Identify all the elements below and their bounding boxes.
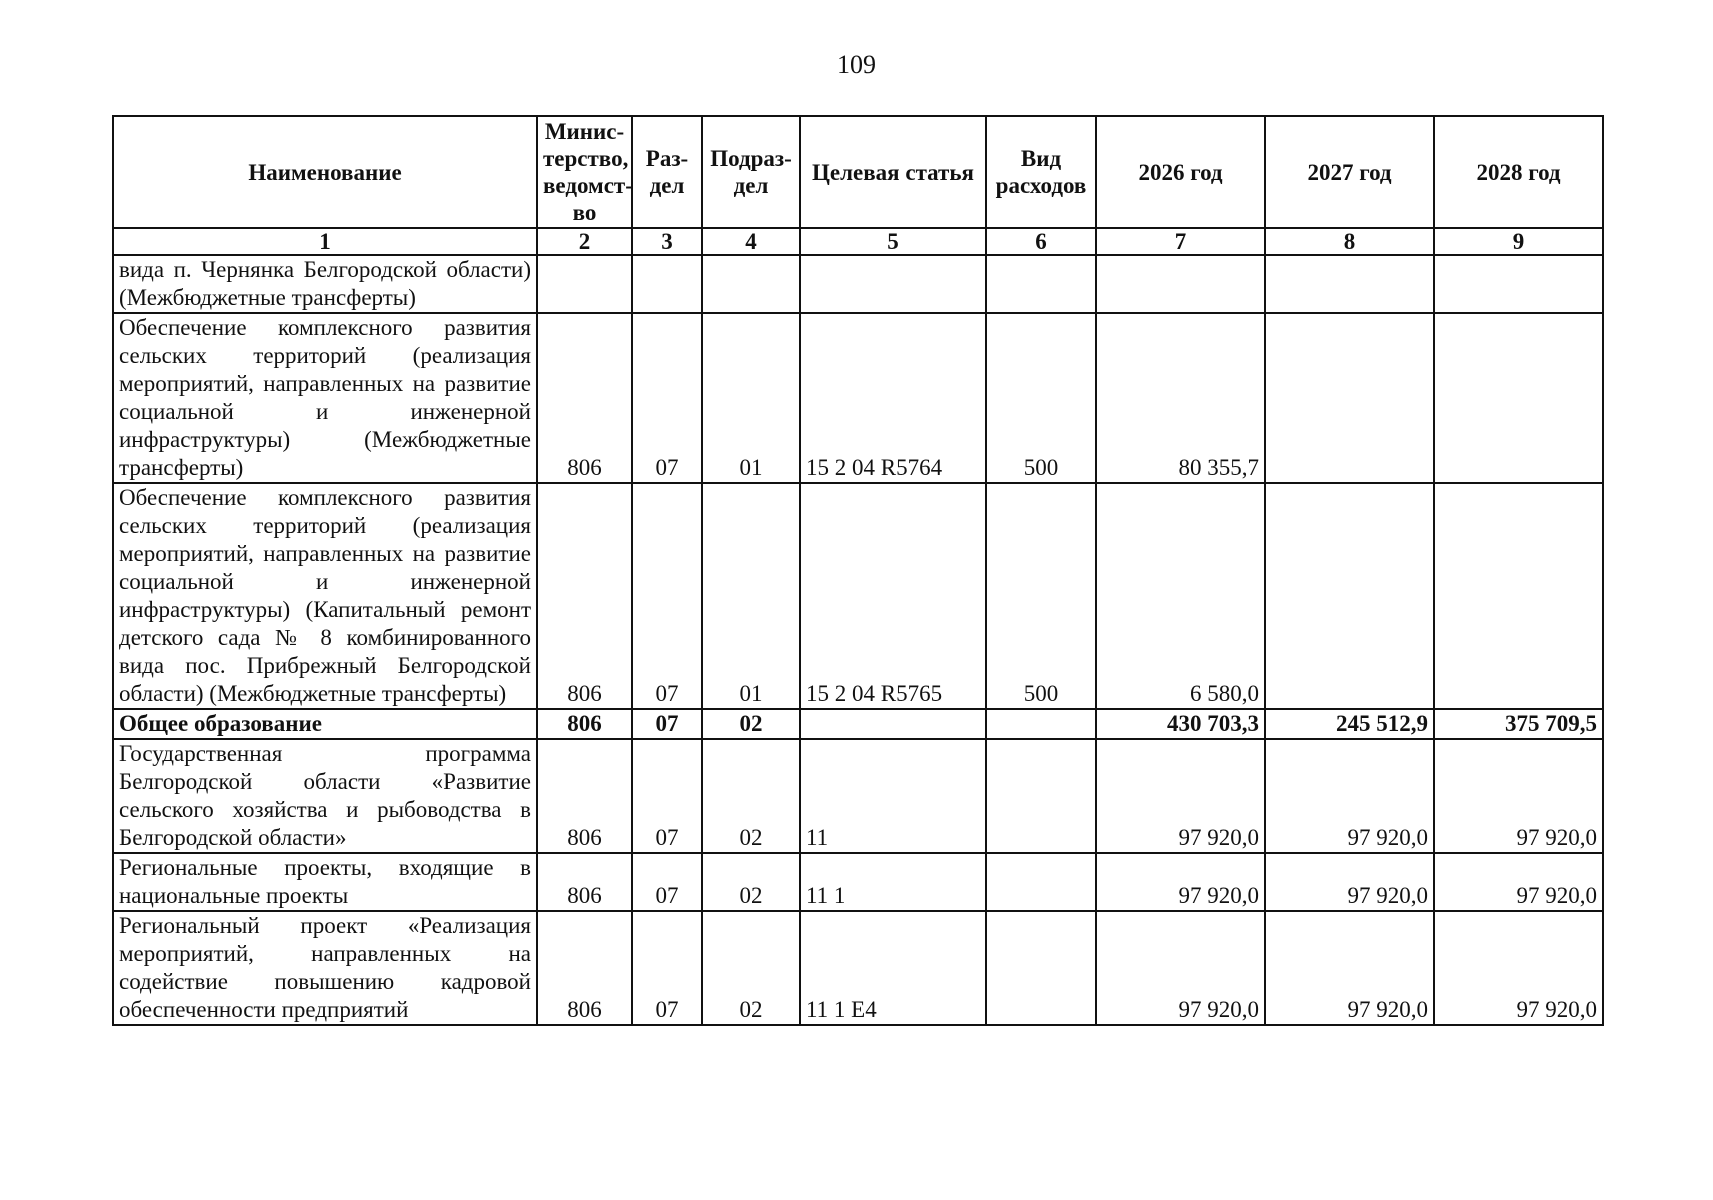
row-value-2027 [1265, 483, 1434, 709]
page-number: 109 [837, 50, 876, 79]
row-value-2027 [1265, 313, 1434, 483]
row-expense-type [986, 739, 1096, 853]
col-header-name: Наименование [113, 116, 537, 228]
row-value-2028: 97 920,0 [1434, 911, 1603, 1025]
row-subsection: 02 [702, 853, 800, 911]
row-ministry: 806 [537, 739, 632, 853]
col-header-subsection: Подраз-дел [702, 116, 800, 228]
row-name: Обеспечение комплексного развития сельских территорий (реализация мероприятий, направленных на развитие социальной и инженерной инфраструктуры) (Капитальный ремонт детского сада № 8 комбинированного вида пос. Прибрежный Белгородской области) (Межбюджетные трансферты) [113, 483, 537, 709]
row-value-2028 [1434, 313, 1603, 483]
row-subsection [702, 255, 800, 313]
row-value-2027: 245 512,9 [1265, 709, 1434, 739]
col-number: 2 [537, 228, 632, 255]
row-target-article: 11 1 [800, 853, 986, 911]
row-section [632, 255, 702, 313]
col-header-ministry: Минис-терство, ведомст-во [537, 116, 632, 228]
row-value-2026: 430 703,3 [1096, 709, 1265, 739]
row-ministry: 806 [537, 709, 632, 739]
row-value-2028 [1434, 483, 1603, 709]
row-section: 07 [632, 853, 702, 911]
row-expense-type [986, 709, 1096, 739]
table-row [113, 313, 1603, 483]
row-section: 07 [632, 313, 702, 483]
row-value-2028 [1434, 255, 1603, 313]
row-name: Региональный проект «Реализация мероприятий, направленных на содействие повышению кадровой обеспеченности предприятий [113, 911, 537, 1025]
table-row [113, 911, 1603, 1025]
row-ministry [537, 255, 632, 313]
col-number: 6 [986, 228, 1096, 255]
table-row [113, 483, 1603, 709]
row-expense-type: 500 [986, 483, 1096, 709]
row-value-2026: 97 920,0 [1096, 739, 1265, 853]
col-header-2028: 2028 год [1434, 116, 1603, 228]
row-name: Государственная программа Белгородской области «Развитие сельского хозяйства и рыбоводства в Белгородской области» [113, 739, 537, 853]
row-section: 07 [632, 483, 702, 709]
row-expense-type: 500 [986, 313, 1096, 483]
row-name: вида п. Чернянка Белгородской области) (Межбюджетные трансферты) [113, 255, 537, 313]
row-value-2026: 6 580,0 [1096, 483, 1265, 709]
row-subsection: 02 [702, 739, 800, 853]
row-ministry: 806 [537, 313, 632, 483]
row-value-2028: 375 709,5 [1434, 709, 1603, 739]
col-number: 4 [702, 228, 800, 255]
row-target-article: 11 1 E4 [800, 911, 986, 1025]
row-value-2028: 97 920,0 [1434, 853, 1603, 911]
col-number: 8 [1265, 228, 1434, 255]
row-value-2027: 97 920,0 [1265, 911, 1434, 1025]
row-target-article: 15 2 04 R5765 [800, 483, 986, 709]
row-subsection: 01 [702, 313, 800, 483]
table-row [113, 739, 1603, 853]
row-subsection: 01 [702, 483, 800, 709]
table-row-subtotal [113, 709, 1603, 739]
row-value-2026: 97 920,0 [1096, 853, 1265, 911]
col-header-type: Вид расходов [986, 116, 1096, 228]
row-value-2028: 97 920,0 [1434, 739, 1603, 853]
row-expense-type [986, 911, 1096, 1025]
budget-table [112, 115, 1604, 1026]
row-value-2026 [1096, 255, 1265, 313]
row-section: 07 [632, 709, 702, 739]
col-number: 1 [113, 228, 537, 255]
row-value-2027: 97 920,0 [1265, 853, 1434, 911]
col-number: 9 [1434, 228, 1603, 255]
col-number: 7 [1096, 228, 1265, 255]
col-header-target: Целевая статья [800, 116, 986, 228]
row-target-article: 11 [800, 739, 986, 853]
table-row [113, 255, 1603, 313]
table-row [113, 853, 1603, 911]
col-header-2027: 2027 год [1265, 116, 1434, 228]
row-section: 07 [632, 739, 702, 853]
col-header-2026: 2026 год [1096, 116, 1265, 228]
header-row [113, 116, 1603, 228]
row-target-article: 15 2 04 R5764 [800, 313, 986, 483]
col-number: 3 [632, 228, 702, 255]
row-target-article [800, 255, 986, 313]
row-value-2026: 80 355,7 [1096, 313, 1265, 483]
row-ministry: 806 [537, 911, 632, 1025]
col-header-section: Раз-дел [632, 116, 702, 228]
row-expense-type [986, 853, 1096, 911]
row-target-article [800, 709, 986, 739]
row-section: 07 [632, 911, 702, 1025]
row-ministry: 806 [537, 853, 632, 911]
row-value-2027 [1265, 255, 1434, 313]
row-ministry: 806 [537, 483, 632, 709]
row-value-2026: 97 920,0 [1096, 911, 1265, 1025]
row-name: Обеспечение комплексного развития сельских территорий (реализация мероприятий, направленных на развитие социальной и инженерной инфраструктуры) (Межбюджетные трансферты) [113, 313, 537, 483]
row-value-2027: 97 920,0 [1265, 739, 1434, 853]
column-number-row [113, 228, 1603, 255]
row-subsection: 02 [702, 709, 800, 739]
row-subsection: 02 [702, 911, 800, 1025]
row-name: Общее образование [113, 709, 537, 739]
row-name: Региональные проекты, входящие в национальные проекты [113, 853, 537, 911]
row-expense-type [986, 255, 1096, 313]
col-number: 5 [800, 228, 986, 255]
